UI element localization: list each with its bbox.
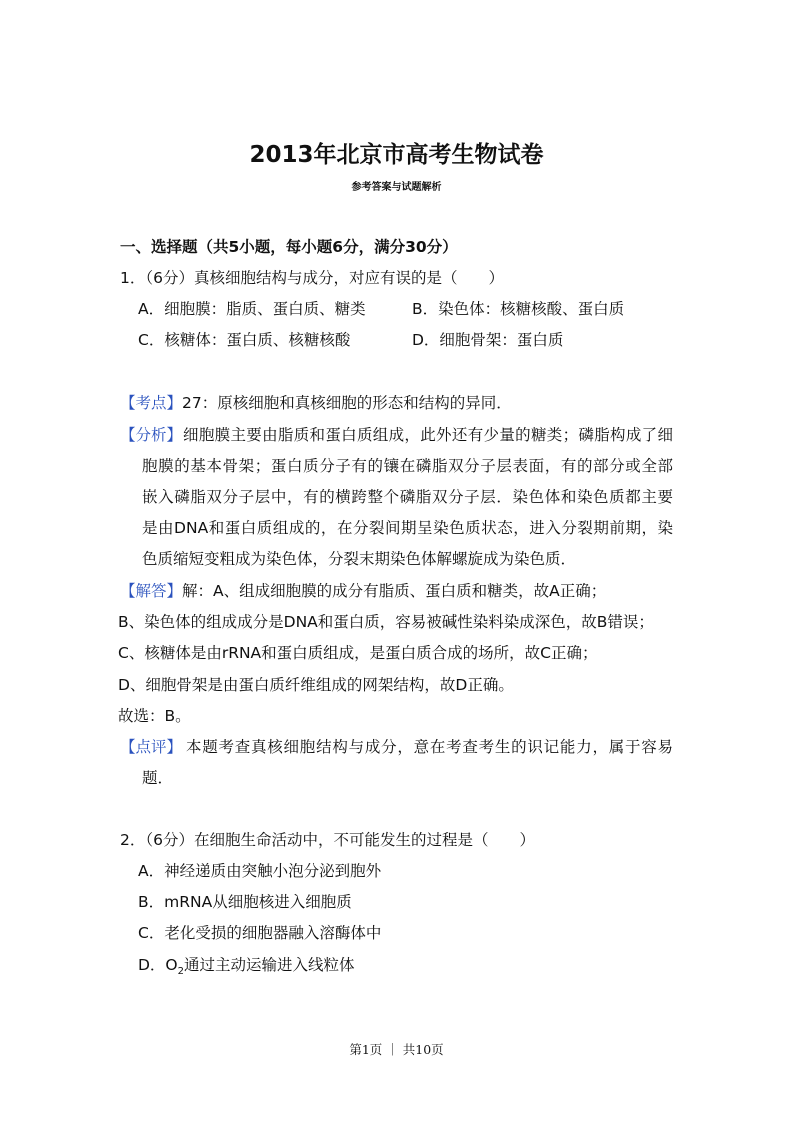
page-subtitle: 参考答案与试题解析 (351, 182, 442, 193)
section-heading: 一、选择题（共5小题，每小题6分，满分30分） (120, 238, 458, 256)
jieda-line: B、染色体的组成成分是DNA和蛋白质，容易被碱性染料染成深色，故B错误； (118, 613, 654, 631)
question-2-stem: 2．（6分）在细胞生命活动中，不可能发生的过程是（ ） (120, 831, 535, 849)
page-title: 2013年北京市高考生物试卷 (249, 142, 544, 168)
question-1-stem: 1．（6分）真核细胞结构与成分，对应有误的是（ ） (120, 269, 504, 287)
jieda (120, 581, 606, 601)
jieda-line: C、核糖体是由rRNA和蛋白质组成，是蛋白质合成的场所，故C正确； (118, 644, 598, 662)
answer-choice: 故选：B。 (118, 707, 191, 725)
jieda-tag: 【解答】 (120, 582, 183, 600)
fenxi-line: 细胞膜主要由脂质和蛋白质组成，此外还有少量的糖类；磷脂构成了细 (183, 426, 673, 444)
q2-option-d (138, 955, 355, 982)
jieda-line: D、细胞骨架是由蛋白质纤维组成的网架结构，故D正确。 (118, 676, 514, 694)
jieda-line: 解：A、组成细胞膜的成分有脂质、蛋白质和糖类，故A正确； (182, 582, 607, 600)
page-footer: 第1页 ｜ 共10页 (349, 1042, 444, 1057)
dianping-line: 题． (142, 769, 174, 787)
q2-option-b: B．mRNA从细胞核进入细胞质 (138, 893, 352, 911)
q2-option-d-text: 通过主动运输进入线粒体 (184, 956, 355, 974)
fenxi-tag: 【分析】 (120, 426, 183, 444)
fenxi-line: 是由DNA和蛋白质组成的，在分裂间期呈染色质状态，进入分裂期前期，染 (142, 519, 673, 537)
q1-option-b: B．染色体：核糖核酸、蛋白质 (412, 300, 625, 318)
fenxi-line: 胞膜的基本骨架；蛋白质分子有的镶在磷脂双分子层表面，有的部分或全部 (142, 457, 673, 475)
q2-option-d-prefix: D．O (138, 956, 178, 974)
dianping-line: 本题考查真核细胞结构与成分，意在考查考生的识记能力，属于容易 (186, 738, 673, 756)
fenxi (120, 425, 182, 445)
fenxi-line: 嵌入磷脂双分子层中，有的横跨整个磷脂双分子层．染色体和染色质都主要 (142, 488, 673, 506)
kaodian-tag: 【考点】 (120, 394, 183, 412)
q2-option-c: C．老化受损的细胞器融入溶酶体中 (138, 924, 382, 942)
q1-option-a: A．细胞膜：脂质、蛋白质、糖类 (138, 300, 366, 318)
q1-option-d: D．细胞骨架：蛋白质 (412, 331, 564, 349)
kaodian (120, 393, 512, 413)
fenxi-line: 色质缩短变粗成为染色体，分裂末期染色体解螺旋成为染色质． (142, 550, 577, 568)
kaodian-text: 27：原核细胞和真核细胞的形态和结构的异同． (182, 394, 512, 412)
dianping-tag: 【点评】 (120, 738, 183, 756)
q2-option-a: A．神经递质由突触小泡分泌到胞外 (138, 862, 382, 880)
q1-option-c: C．核糖体：蛋白质、核糖核酸 (138, 331, 351, 349)
q2-option-d-subscript: 2 (177, 966, 185, 978)
dianping (120, 737, 182, 757)
